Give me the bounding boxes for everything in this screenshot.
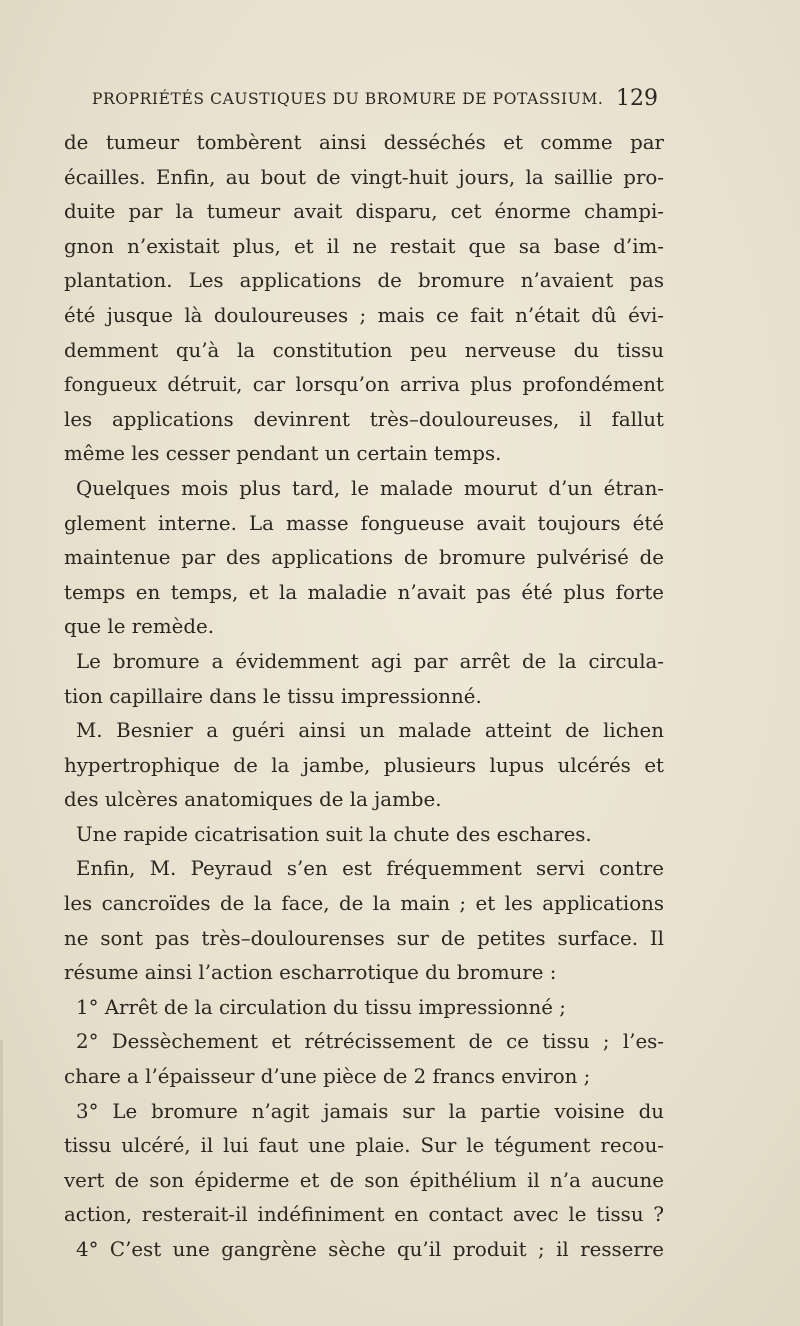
text-line: écailles. Enfin, au bout de vingt-huit jours, la saillie pro- — [64, 165, 664, 189]
text-line: des ulcères anatomiques de la jambe. — [64, 788, 442, 812]
running-title: PROPRIÉTÉS CAUSTIQUES DU BROMURE DE POTASSIUM. — [92, 90, 604, 108]
text-line: temps en temps, et la maladie n’avait pas été plus forte — [64, 580, 664, 604]
text-line: Enfin, M. Peyraud s’en est fréquemment servi contre — [76, 857, 664, 881]
text-line: maintenue par des applications de bromure pulvérisé de — [64, 546, 664, 570]
text-line: Le bromure a évidemment agi par arrêt de la circula- — [76, 649, 664, 673]
text-line: que le remède. — [64, 615, 215, 639]
text-line: Quelques mois plus tard, le malade mourut d’un étran- — [76, 476, 664, 500]
text-line: 3° Le bromure n’agit jamais sur la partie voisine du — [76, 1099, 664, 1123]
text-line: vert de son épiderme et de son épithélium il n’a aucune — [64, 1168, 664, 1192]
text-line: action, resterait-il indéfiniment en contact avec le tissu ? — [64, 1203, 664, 1227]
text-line: été jusque là douloureuses ; mais ce fait n’était dû évi- — [64, 303, 664, 327]
text-line: résume ainsi l’action escharrotique du bromure : — [64, 961, 557, 985]
text-line: duite par la tumeur avait disparu, cet énorme champi- — [64, 200, 664, 224]
body-text — [64, 126, 664, 1268]
text-line: fongueux détruit, car lorsqu’on arriva plus profondément — [64, 373, 664, 397]
text-line: 4° C’est une gangrène sèche qu’il produit ; il resserre — [76, 1238, 664, 1261]
text-line: les cancroïdes de la face, de la main ; et les applications — [64, 892, 664, 916]
text-line: même les cesser pendant un certain temps. — [64, 442, 502, 466]
text-line: chare a l’épaisseur d’une pièce de 2 francs environ ; — [64, 1065, 591, 1089]
text-line: M. Besnier a guéri ainsi un malade atteint de lichen — [76, 719, 664, 743]
text-line: plantation. Les applications de bromure n’avaient pas — [64, 269, 664, 293]
text-line: glement interne. La masse fongueuse avait toujours été — [64, 511, 664, 535]
text-line: les applications devinrent très–douloureuses, il fallut — [64, 407, 664, 431]
text-line: hypertrophique de la jambe, plusieurs lupus ulcérés et — [64, 753, 664, 777]
text-line: tion capillaire dans le tissu impressionné. — [64, 684, 482, 708]
text-line: 2° Dessèchement et rétrécissement de ce tissu ; l’es- — [76, 1030, 664, 1054]
text-line: 1° Arrêt de la circulation du tissu impressionné ; — [76, 995, 566, 1019]
text-line: tissu ulcéré, il lui faut une plaie. Sur le tégument recou- — [64, 1134, 664, 1158]
text-line: ne sont pas très–doulourenses sur de petites surface. Il — [64, 926, 664, 950]
text-line: demment qu’à la constitution peu nerveuse du tissu — [64, 338, 664, 362]
text-line: gnon n’existait plus, et il ne restait que sa base d’im- — [64, 234, 664, 258]
running-head — [92, 86, 658, 114]
page-edge-shadow — [0, 1040, 3, 1326]
text-line: Une rapide cicatrisation suit la chute des eschares. — [76, 822, 592, 846]
page-number: 129 — [616, 86, 658, 111]
text-line: de tumeur tombèrent ainsi desséchés et comme par — [64, 131, 664, 154]
